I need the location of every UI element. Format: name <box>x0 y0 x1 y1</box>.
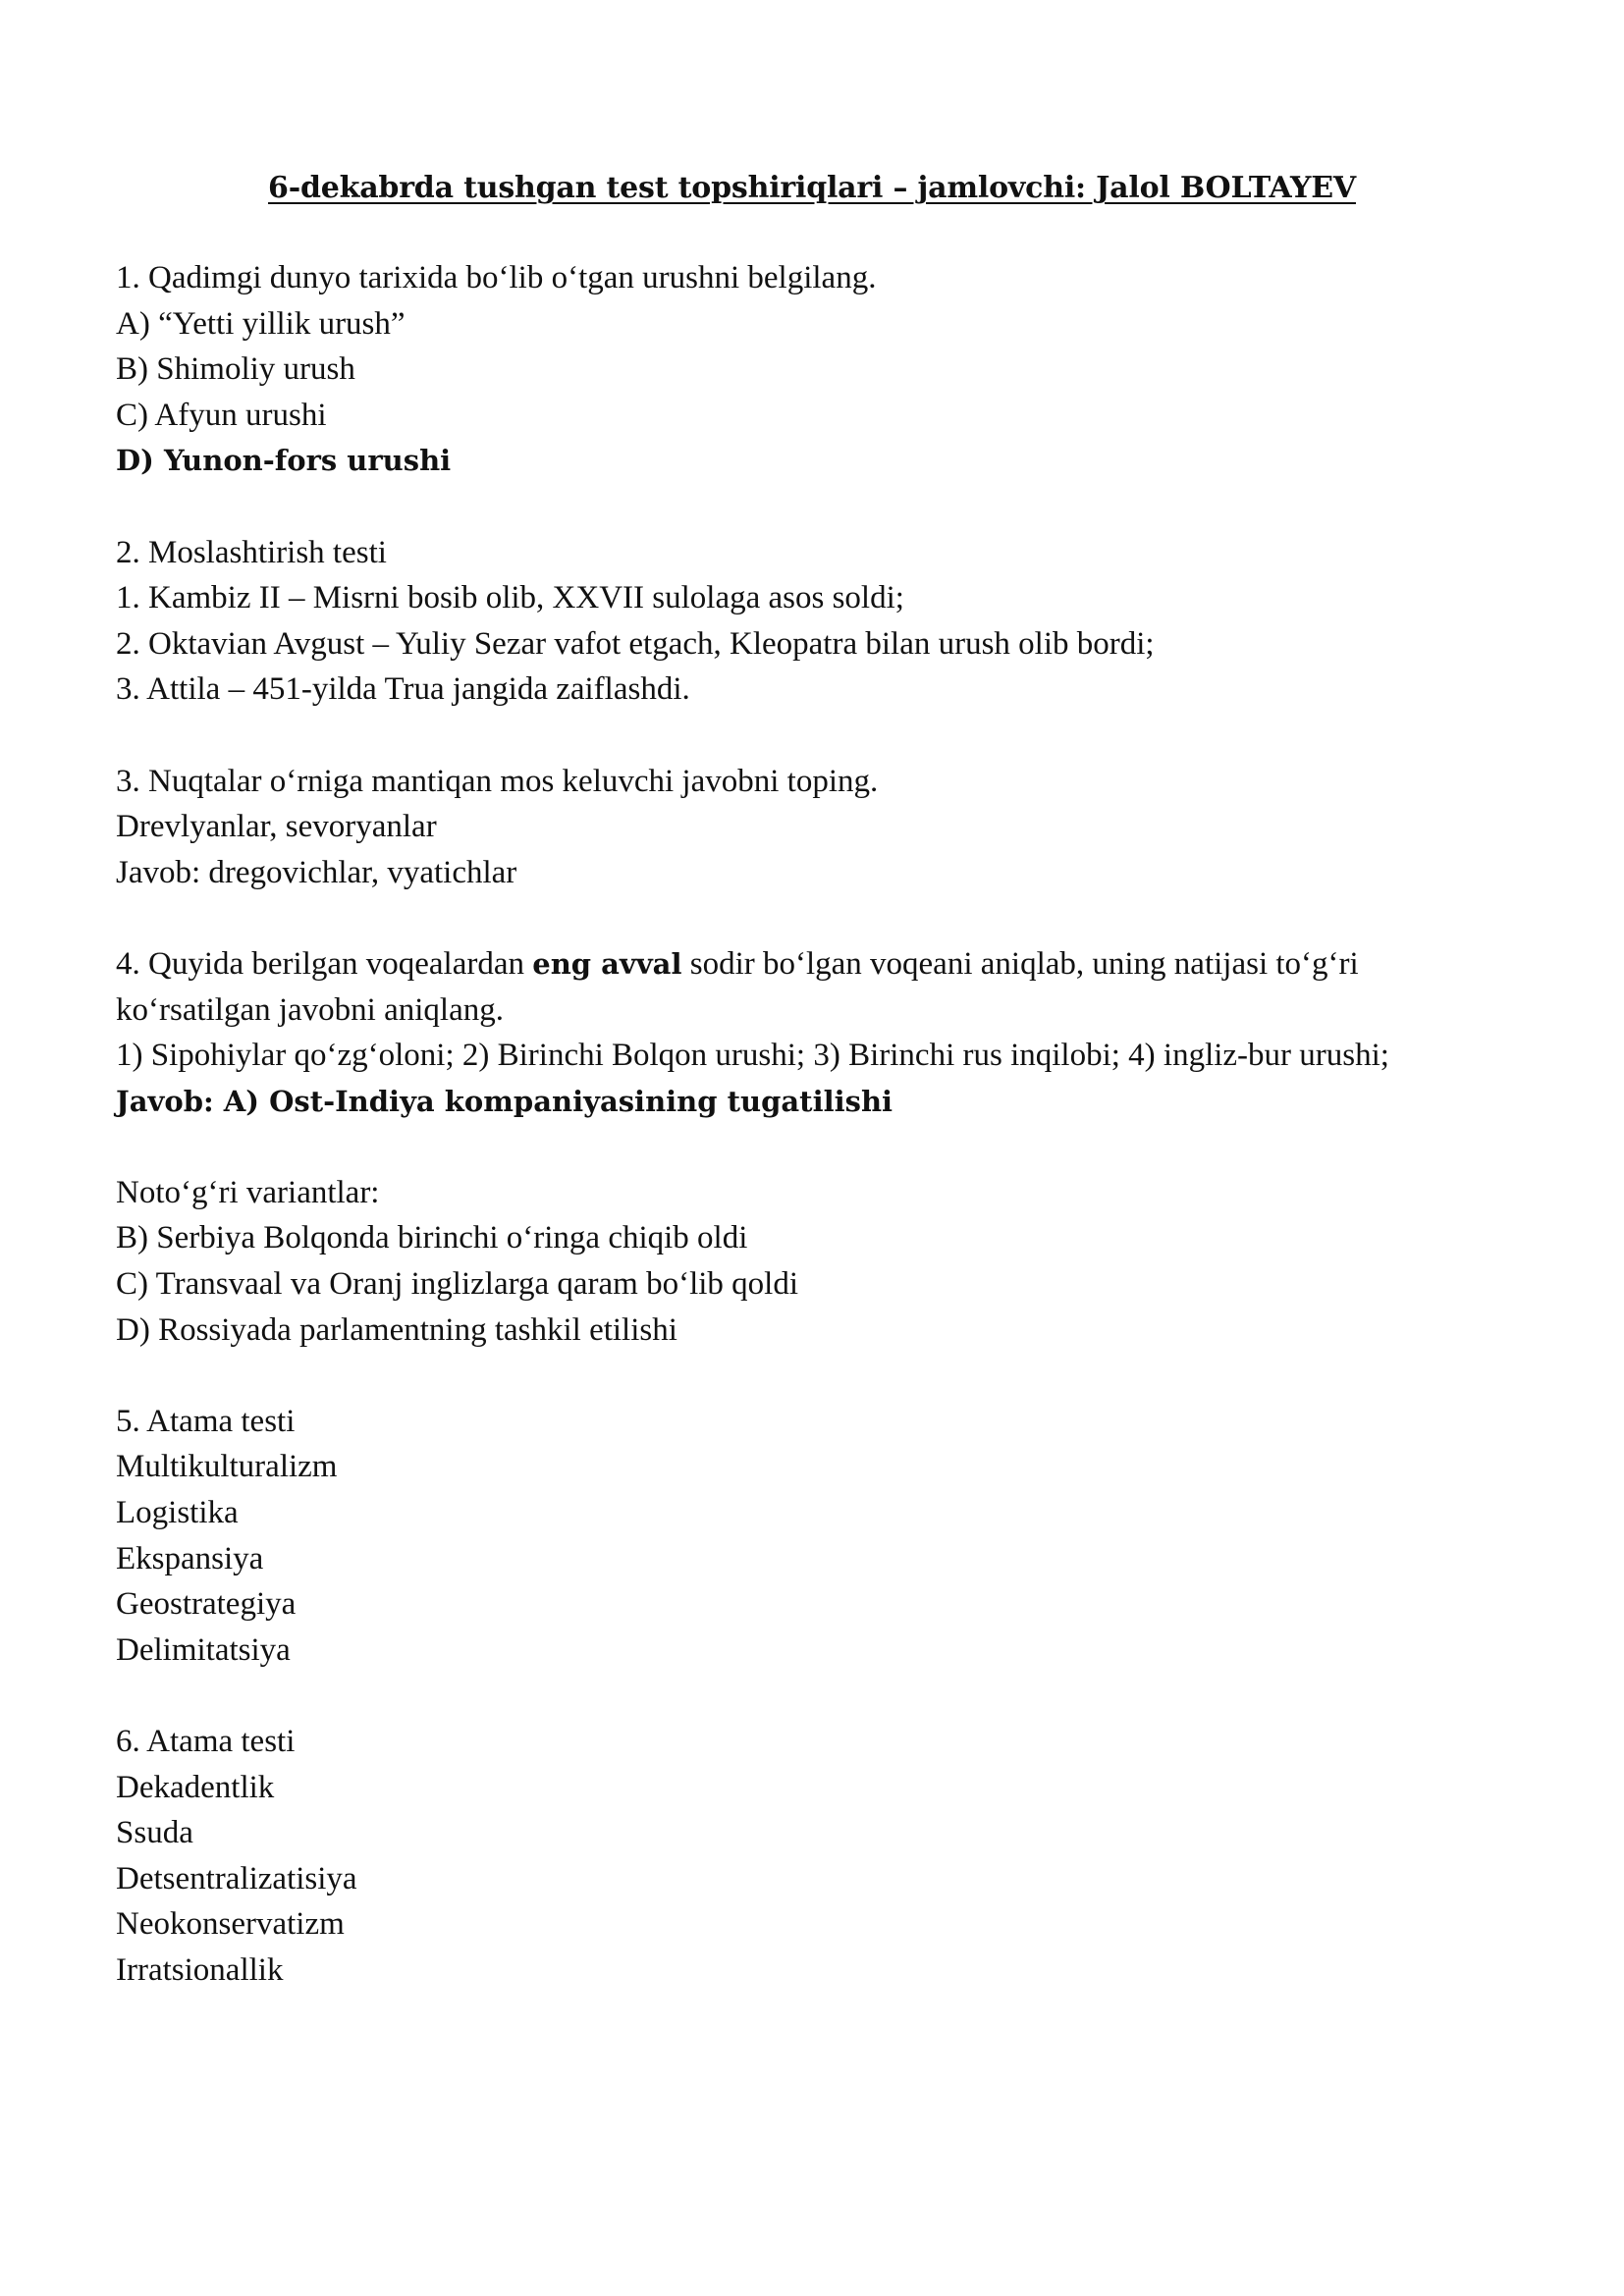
page-title: 6-dekabrda tushgan test topshiriqlari – jamlovchi: Jalol BOLTAYEV <box>268 171 1356 205</box>
match-item: 2. Oktavian Avgust – Yuliy Sezar vafot etgach, Kleopatra bilan urush olib bordi; <box>116 625 1155 662</box>
question-2 <box>116 530 1520 713</box>
spacer <box>116 1673 1520 1719</box>
match-item: 3. Attila – 451-yilda Trua jangida zaiflashdi. <box>116 671 690 708</box>
question-2-text: 2. Moslashtirish testi <box>116 534 387 570</box>
wrong-option: B) Serbiya Bolqonda birinchi o‘ringa chiqib oldi <box>116 1220 748 1256</box>
question-1-text: 1. Qadimgi dunyo tarixida bo‘lib o‘tgan urushni belgilang. <box>116 260 877 295</box>
question-5-text: 5. Atama testi <box>116 1403 296 1439</box>
term: Irratsionallik <box>116 1951 284 1988</box>
spacer <box>116 1353 1520 1399</box>
term: Neokonservatizm <box>116 1906 345 1943</box>
question-3-given: Drevlyanlar, sevoryanlar <box>116 809 437 845</box>
question-6 <box>116 1719 1520 1994</box>
term: Detsentralizatisiya <box>116 1860 357 1896</box>
spacer <box>116 484 1520 530</box>
question-4-answer: Javob: A) Ost-Indiya kompaniyasining tugatilishi <box>116 1084 893 1118</box>
wrong-options-heading: Noto‘g‘ri variantlar: <box>116 1174 380 1210</box>
question-3-text: 3. Nuqtalar o‘rniga mantiqan mos keluvchi javobni toping. <box>116 763 879 799</box>
term: Geostrategiya <box>116 1586 297 1623</box>
wrong-option: D) Rossiyada parlamentning tashkil etilishi <box>116 1311 677 1348</box>
term: Logistika <box>116 1495 239 1531</box>
spacer <box>116 1124 1520 1170</box>
question-4-text-line2: ko‘rsatilgan javobni aniqlang. <box>116 991 504 1028</box>
term: Delimitatsiya <box>116 1631 291 1668</box>
option-c: C) Afyun urushi <box>116 397 327 433</box>
question-4-text <box>116 941 1520 988</box>
spacer <box>116 713 1520 759</box>
question-5 <box>116 1399 1520 1674</box>
option-b: B) Shimoliy urush <box>116 351 355 388</box>
question-4 <box>116 941 1520 1353</box>
match-item: 1. Kambiz II – Misrni bosib olib, XXVII sulolaga asos soldi; <box>116 580 904 616</box>
question-4-events: 1) Sipohiylar qo‘zg‘oloni; 2) Birinchi Bolqon urushi; 3) Birinchi rus inqilobi; 4) ingliz-bur urushi; <box>116 1038 1389 1074</box>
question-4-text-pre: 4. Quyida berilgan voqealardan <box>116 945 533 982</box>
question-3-answer: Javob: dregovichlar, vyatichlar <box>116 854 517 890</box>
term: Ekspansiya <box>116 1540 264 1576</box>
option-a: A) “Yetti yillik urush” <box>116 305 406 342</box>
question-1 <box>116 255 1520 484</box>
option-d-correct: D) Yunon-fors urushi <box>116 444 452 478</box>
wrong-option: C) Transvaal va Oranj inglizlarga qaram bo‘lib qoldi <box>116 1266 798 1303</box>
spacer <box>116 895 1520 941</box>
question-3 <box>116 759 1520 896</box>
term: Dekadentlik <box>116 1769 275 1805</box>
term: Ssuda <box>116 1815 193 1851</box>
term: Multikulturalizm <box>116 1449 338 1485</box>
document-body <box>116 255 1520 1994</box>
question-6-text: 6. Atama testi <box>116 1724 296 1759</box>
question-4-emphasis: eng avval <box>532 946 682 981</box>
question-4-text-post: sodir bo‘lgan voqeani aniqlab, uning natijasi to‘g‘ri <box>681 945 1359 982</box>
